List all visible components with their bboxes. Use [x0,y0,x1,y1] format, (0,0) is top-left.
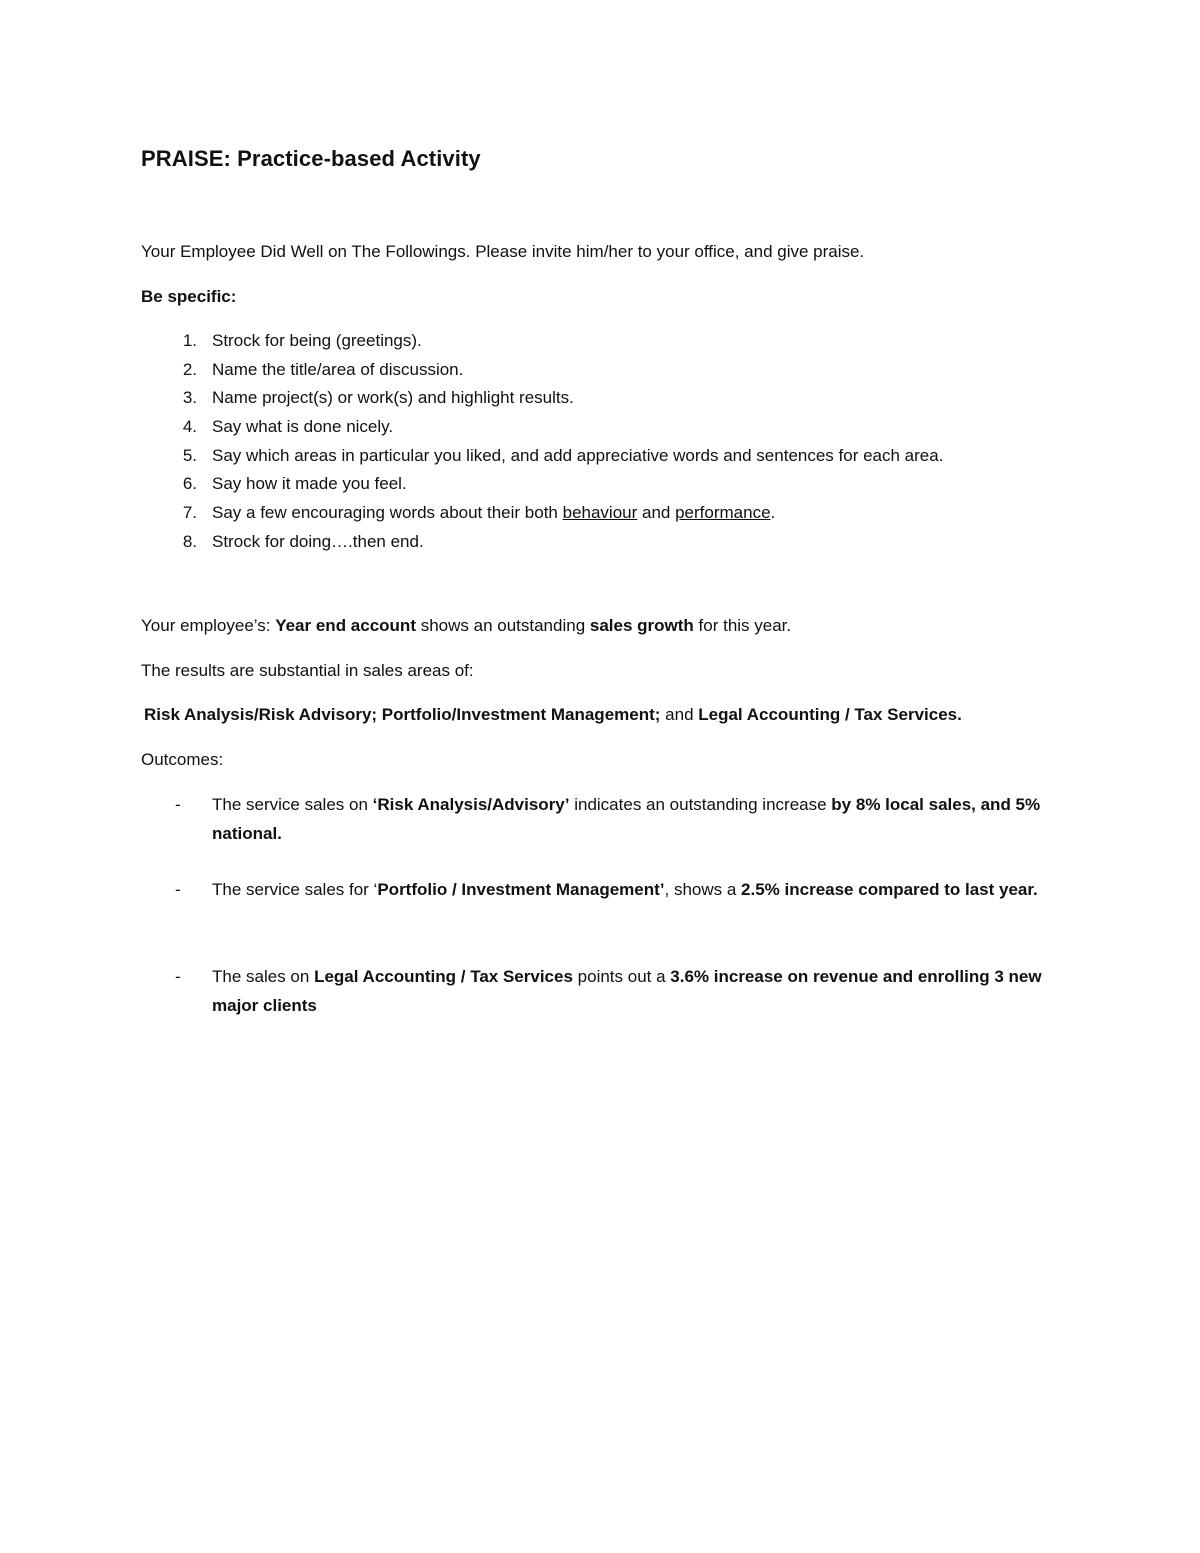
dash-bullet: - [175,795,181,814]
list-number: 6. [182,474,197,494]
outcome-bold: by 8% local sales, and 5% national. [212,795,1041,843]
dash-bullet: - [175,967,181,986]
employee-line-mid: shows an outstanding [415,616,590,635]
results-line: The results are substantial in sales areas of: [141,661,474,680]
outcome-item [141,962,1081,1020]
list-text: Strock for being (greetings). [212,331,422,350]
list-number: 1. [182,331,197,350]
outcome-text [212,962,1081,1020]
year-end-account: Year end account [275,616,416,635]
list-text: Say how it made you feel. [212,474,407,494]
list-text: Say which areas in particular you liked, and add appreciative words and sentences for each area. [212,445,944,465]
list-number: 4. [182,417,197,437]
outcome-text [212,790,1081,848]
list-text: Name the title/area of discussion. [212,359,464,379]
outcome-text [212,875,1081,904]
list-text: Say what is done nicely. [212,417,394,437]
outcome-text-part: indicates an outstanding increase [569,795,832,814]
areas-bold-1: Risk Analysis/Risk Advisory; Portfolio/Investment Management; [144,705,661,724]
list-text-part: . [770,503,776,523]
areas-bold-2: Legal Accounting / Tax Services. [698,705,962,724]
performance-underlined: performance [675,503,771,523]
outcome-text-part: The service sales on [212,795,373,814]
list-number: 7. [182,503,197,523]
employee-line-prefix: Your employee’s: [141,616,276,635]
intro-paragraph: Your Employee Did Well on The Followings. Please invite him/her to your office, and give praise. [141,242,865,261]
outcome-bold: Portfolio / Investment Management’ [377,880,665,899]
outcome-text-part: The sales on [212,967,315,986]
outcomes-label: Outcomes: [141,750,224,769]
sales-growth: sales growth [589,616,694,635]
list-text: Name project(s) or work(s) and highlight results. [212,388,574,408]
outcome-text-part: , shows a [664,880,742,899]
employee-line-suffix: for this year. [693,616,792,635]
list-number: 5. [182,445,197,465]
outcome-text-part: points out a [572,967,671,986]
list-text: Strock for doing….then end. [212,531,424,551]
outcome-bold: 2.5% increase compared to last year. [741,880,1038,899]
outcome-item [141,875,1081,904]
outcome-text-part: The service sales for ‘ [212,880,378,899]
list-number: 3. [182,388,197,408]
areas-line [144,703,962,727]
list-number: 2. [182,359,197,379]
list-text-part: and [637,503,676,523]
list-text [212,499,775,528]
outcome-item [141,790,1081,848]
behaviour-underlined: behaviour [562,503,638,523]
list-text-part: Say a few encouraging words about their both [212,503,563,523]
dash-bullet: - [175,880,181,899]
outcome-bold: 3.6% increase on revenue and enrolling 3 new major clients [212,967,1042,1015]
employee-line [141,614,791,638]
list-number: 8. [182,531,197,551]
outcome-bold: Legal Accounting / Tax Services [314,967,573,986]
areas-mid: and [660,705,699,724]
document-title: PRAISE: Practice-based Activity [141,146,481,171]
outcome-bold: ‘Risk Analysis/Advisory’ [372,795,570,814]
be-specific-label: Be specific: [141,287,237,306]
